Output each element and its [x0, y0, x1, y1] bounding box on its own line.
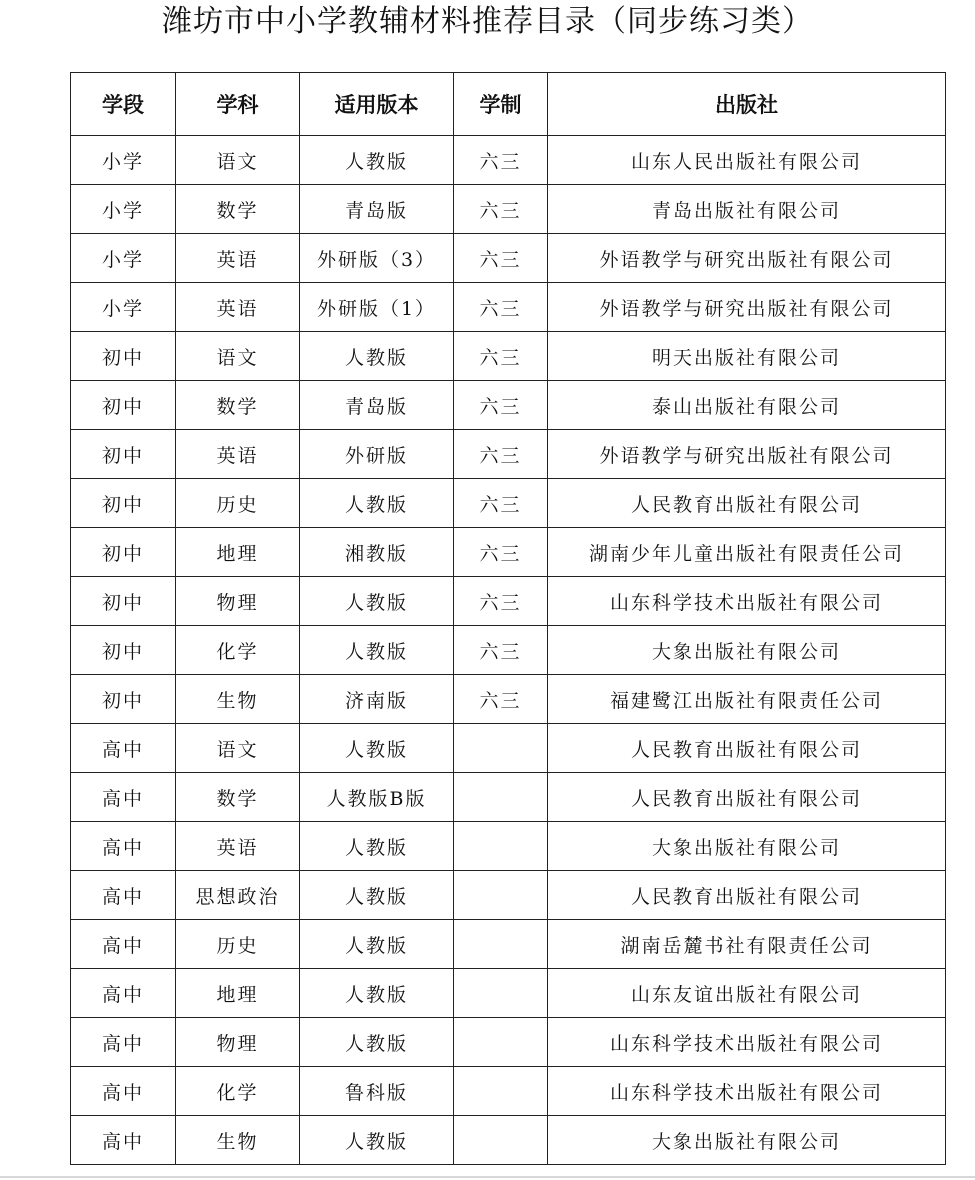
cell-school-system: 六三 — [454, 234, 548, 283]
cell-subject: 语文 — [176, 724, 300, 773]
page-bottom-divider — [0, 1176, 975, 1178]
cell-subject: 历史 — [176, 479, 300, 528]
cell-edition: 外研版（3） — [300, 234, 454, 283]
cell-stage: 初中 — [71, 675, 176, 724]
cell-edition: 外研版 — [300, 430, 454, 479]
header-stage: 学段 — [71, 73, 176, 136]
header-publisher: 出版社 — [548, 73, 946, 136]
cell-publisher: 人民教育出版社有限公司 — [548, 871, 946, 920]
cell-edition: 外研版（1） — [300, 283, 454, 332]
cell-school-system: 六三 — [454, 283, 548, 332]
cell-publisher: 湖南岳麓书社有限责任公司 — [548, 920, 946, 969]
cell-school-system — [454, 969, 548, 1018]
cell-publisher: 山东友谊出版社有限公司 — [548, 969, 946, 1018]
cell-publisher: 外语教学与研究出版社有限公司 — [548, 234, 946, 283]
cell-stage: 高中 — [71, 773, 176, 822]
cell-stage: 高中 — [71, 724, 176, 773]
table-header-row — [71, 73, 946, 136]
cell-subject: 数学 — [176, 773, 300, 822]
cell-school-system: 六三 — [454, 479, 548, 528]
cell-stage: 高中 — [71, 1067, 176, 1116]
cell-stage: 小学 — [71, 234, 176, 283]
cell-school-system: 六三 — [454, 136, 548, 185]
cell-school-system — [454, 724, 548, 773]
cell-school-system — [454, 1018, 548, 1067]
cell-school-system: 六三 — [454, 332, 548, 381]
cell-subject: 英语 — [176, 430, 300, 479]
table-row — [71, 430, 946, 479]
cell-subject: 语文 — [176, 332, 300, 381]
cell-stage: 高中 — [71, 871, 176, 920]
table-row — [71, 920, 946, 969]
cell-school-system: 六三 — [454, 675, 548, 724]
cell-subject: 地理 — [176, 969, 300, 1018]
cell-stage: 初中 — [71, 577, 176, 626]
cell-publisher: 青岛出版社有限公司 — [548, 185, 946, 234]
cell-subject: 化学 — [176, 626, 300, 675]
cell-edition: 人教版 — [300, 724, 454, 773]
table-row — [71, 381, 946, 430]
cell-subject: 数学 — [176, 381, 300, 430]
table-row — [71, 136, 946, 185]
cell-publisher: 山东科学技术出版社有限公司 — [548, 1067, 946, 1116]
cell-school-system: 六三 — [454, 185, 548, 234]
cell-publisher: 山东科学技术出版社有限公司 — [548, 577, 946, 626]
cell-stage: 初中 — [71, 332, 176, 381]
table-row — [71, 773, 946, 822]
table-body — [71, 136, 946, 1165]
cell-school-system: 六三 — [454, 381, 548, 430]
cell-publisher: 人民教育出版社有限公司 — [548, 724, 946, 773]
cell-school-system — [454, 1067, 548, 1116]
cell-publisher: 明天出版社有限公司 — [548, 332, 946, 381]
table-row — [71, 626, 946, 675]
cell-subject: 物理 — [176, 1018, 300, 1067]
cell-stage: 初中 — [71, 479, 176, 528]
cell-subject: 物理 — [176, 577, 300, 626]
cell-publisher: 人民教育出版社有限公司 — [548, 773, 946, 822]
cell-school-system: 六三 — [454, 528, 548, 577]
cell-subject: 数学 — [176, 185, 300, 234]
cell-subject: 英语 — [176, 822, 300, 871]
cell-edition: 人教版 — [300, 626, 454, 675]
cell-edition: 人教版 — [300, 332, 454, 381]
cell-stage: 小学 — [71, 185, 176, 234]
table-row — [71, 528, 946, 577]
header-edition: 适用版本 — [300, 73, 454, 136]
cell-school-system: 六三 — [454, 626, 548, 675]
cell-subject: 地理 — [176, 528, 300, 577]
cell-edition: 湘教版 — [300, 528, 454, 577]
cell-subject: 生物 — [176, 675, 300, 724]
cell-school-system: 六三 — [454, 577, 548, 626]
cell-subject: 英语 — [176, 283, 300, 332]
cell-publisher: 外语教学与研究出版社有限公司 — [548, 283, 946, 332]
cell-school-system — [454, 822, 548, 871]
cell-edition: 人教版 — [300, 479, 454, 528]
header-school-system: 学制 — [454, 73, 548, 136]
table-row — [71, 185, 946, 234]
table-row — [71, 871, 946, 920]
table-row — [71, 675, 946, 724]
cell-edition: 青岛版 — [300, 381, 454, 430]
cell-publisher: 山东科学技术出版社有限公司 — [548, 1018, 946, 1067]
catalog-table — [70, 72, 946, 1165]
cell-stage: 初中 — [71, 381, 176, 430]
cell-publisher: 福建鹭江出版社有限责任公司 — [548, 675, 946, 724]
cell-edition: 人教版 — [300, 1018, 454, 1067]
table-row — [71, 479, 946, 528]
table-row — [71, 577, 946, 626]
cell-stage: 小学 — [71, 283, 176, 332]
cell-publisher: 大象出版社有限公司 — [548, 822, 946, 871]
cell-subject: 历史 — [176, 920, 300, 969]
cell-subject: 化学 — [176, 1067, 300, 1116]
header-subject: 学科 — [176, 73, 300, 136]
cell-edition: 人教版 — [300, 920, 454, 969]
cell-stage: 高中 — [71, 969, 176, 1018]
cell-edition: 鲁科版 — [300, 1067, 454, 1116]
cell-stage: 高中 — [71, 920, 176, 969]
cell-stage: 高中 — [71, 1116, 176, 1165]
cell-school-system — [454, 871, 548, 920]
table-row — [71, 1018, 946, 1067]
cell-publisher: 泰山出版社有限公司 — [548, 381, 946, 430]
cell-edition: 人教版 — [300, 577, 454, 626]
cell-edition: 人教版 — [300, 871, 454, 920]
cell-publisher: 大象出版社有限公司 — [548, 626, 946, 675]
cell-subject: 语文 — [176, 136, 300, 185]
cell-stage: 初中 — [71, 528, 176, 577]
cell-publisher: 大象出版社有限公司 — [548, 1116, 946, 1165]
cell-stage: 初中 — [71, 430, 176, 479]
cell-publisher: 外语教学与研究出版社有限公司 — [548, 430, 946, 479]
cell-school-system — [454, 920, 548, 969]
cell-subject: 生物 — [176, 1116, 300, 1165]
cell-subject: 思想政治 — [176, 871, 300, 920]
cell-edition: 人教版 — [300, 136, 454, 185]
table-row — [71, 234, 946, 283]
table-row — [71, 969, 946, 1018]
table-row — [71, 1067, 946, 1116]
cell-edition: 人教版 — [300, 822, 454, 871]
cell-edition: 人教版B版 — [300, 773, 454, 822]
cell-stage: 高中 — [71, 822, 176, 871]
cell-stage: 初中 — [71, 626, 176, 675]
table-row — [71, 822, 946, 871]
table-row — [71, 724, 946, 773]
cell-school-system — [454, 1116, 548, 1165]
cell-publisher: 山东人民出版社有限公司 — [548, 136, 946, 185]
cell-stage: 小学 — [71, 136, 176, 185]
table-row — [71, 1116, 946, 1165]
page-title: 潍坊市中小学教辅材料推荐目录（同步练习类） — [162, 4, 813, 39]
cell-publisher: 人民教育出版社有限公司 — [548, 479, 946, 528]
cell-edition: 人教版 — [300, 969, 454, 1018]
cell-school-system: 六三 — [454, 430, 548, 479]
cell-publisher: 湖南少年儿童出版社有限责任公司 — [548, 528, 946, 577]
cell-stage: 高中 — [71, 1018, 176, 1067]
cell-edition: 青岛版 — [300, 185, 454, 234]
cell-edition: 人教版 — [300, 1116, 454, 1165]
table-row — [71, 283, 946, 332]
cell-subject: 英语 — [176, 234, 300, 283]
cell-school-system — [454, 773, 548, 822]
cell-edition: 济南版 — [300, 675, 454, 724]
table-row — [71, 332, 946, 381]
